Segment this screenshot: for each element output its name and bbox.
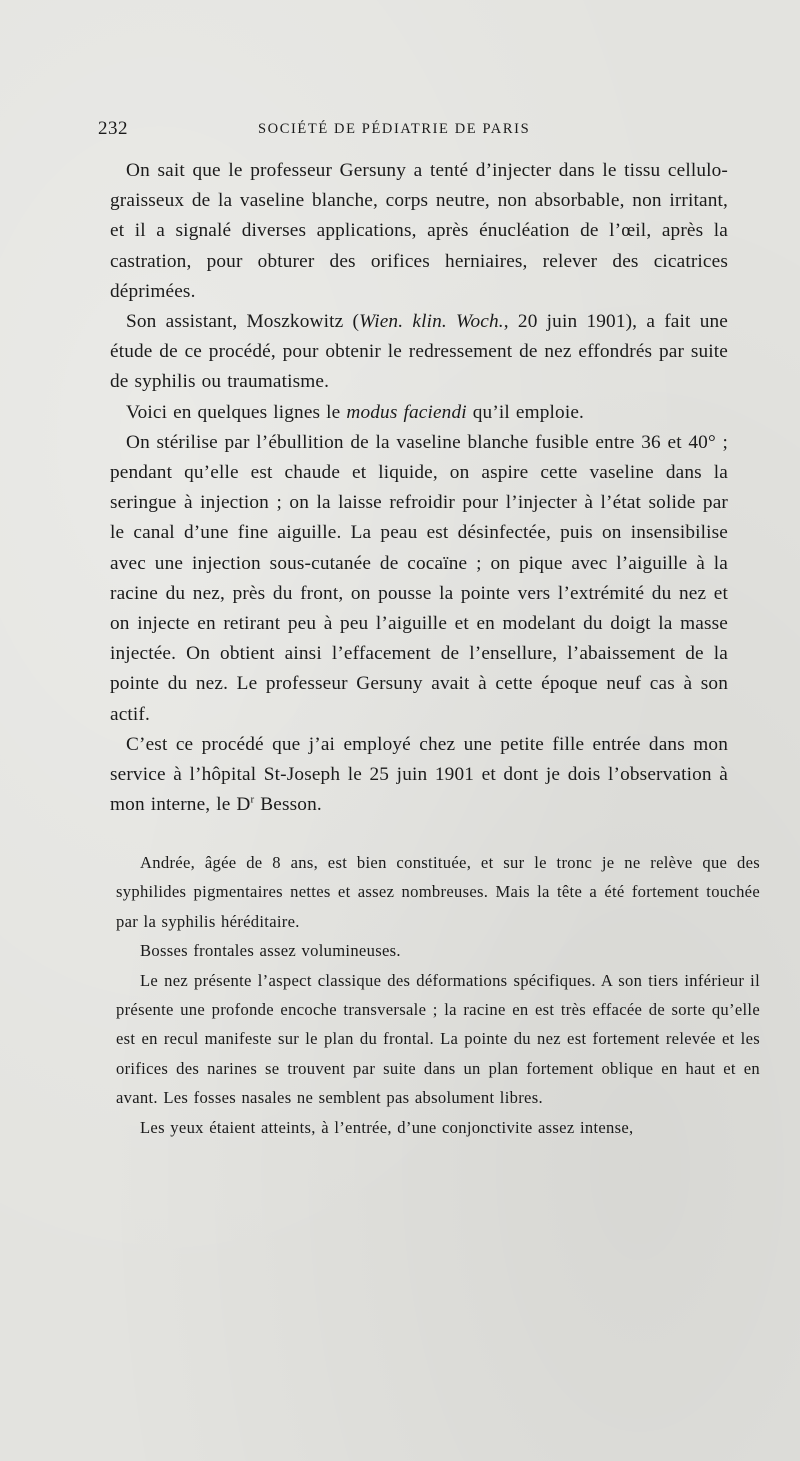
paragraph-moszkowitz-end: , 20 juin 1901), a fait une étude de ce procédé, pour obtenir le redressement de nez effondrés par suite de syphilis ou traumatisme.: [110, 311, 728, 393]
observation-nose: Le nez présente l’aspect classique des déformations spécifiques. A son tiers inférieur il présente une profonde encoche transversale ; la racine en est très effacée de sorte qu’elle est en recul manifeste sur le plan du frontal. La pointe du nez est fortement relevée et les orifices des narines se trouvent par suite dans un plan fortement oblique en haut et en avant. Les fosses nasales ne semblent pas absolument libres.: [116, 970, 760, 1108]
observation-frontal: Bosses frontales assez volumineuses.: [140, 941, 401, 961]
paragraph-case-intro-start: C’est ce procédé que j’ai employé chez une petite fille entrée dans mon service à l’hôpital St-Joseph le 25 juin 1901 et dont je dois l’observation à mon interne, le D: [110, 733, 728, 816]
doctor-abbrev-superscript: r: [250, 793, 255, 806]
main-text: [110, 156, 728, 820]
paragraph-case-intro: [110, 730, 728, 821]
observation-patient: Andrée, âgée de 8 ans, est bien constituée, et sur le tronc je ne relève que des syphilides pigmentaires nettes et assez nombreuses. Mais la tête a été fortement touchée par la syphilis héréditaire.: [116, 853, 760, 931]
page-header: [98, 118, 718, 142]
paragraph-modus-end: qu’il emploie.: [466, 401, 585, 423]
observation-eyes: Les yeux étaient atteints, à l’entrée, d’une conjonctivite assez intense,: [140, 1117, 634, 1137]
journal-reference: Wien. klin. Woch.: [359, 311, 504, 333]
observation-text: [116, 848, 760, 1142]
paragraph-case-intro-end: Besson.: [254, 794, 322, 816]
paragraph-procedure: On stérilise par l’ébullition de la vaseline blanche fusible entre 36 et 40° ; pendant qu’elle est chaude et liquide, on aspire cette vaseline dans la seringue à injection ; on la laisse refroidir pour l’injecter à l’état solide par le canal d’une fine aiguille. La peau est désinfectée, puis on insensibilise avec une injection sous-cutanée de cocaïne ; on pique avec l’aiguille à la racine du nez, près du front, on pousse la pointe vers l’extrémité du nez et on injecte en retirant peu à peu l’aiguille et en modelant du doigt la masse injectée. On obtient ainsi l’effacement de l’ensellure, l’abaissement de la pointe du nez. Le professeur Gersuny avait à cette époque neuf cas à son actif.: [110, 431, 728, 725]
paragraph-moszkowitz-start: Son assistant, Moszkowitz (: [126, 311, 360, 333]
latin-phrase: modus faciendi: [346, 401, 467, 423]
paragraph-moszkowitz: [110, 307, 728, 398]
paragraph-modus-start: Voici en quelques lignes le: [126, 401, 347, 423]
paragraph-modus: [110, 398, 728, 428]
page-number: 232: [98, 118, 128, 139]
running-title: SOCIÉTÉ DE PÉDIATRIE DE PARIS: [258, 121, 531, 137]
paragraph-gersuny: On sait que le professeur Gersuny a tenté d’injecter dans le tissu cellulo-graisseux de la vaseline blanche, corps neutre, non absorbable, non irritant, et il a signalé diverses applications, après énucléation de l’œil, après la castration, pour obturer des orifices herniaires, relever des cicatrices déprimées.: [110, 160, 728, 302]
